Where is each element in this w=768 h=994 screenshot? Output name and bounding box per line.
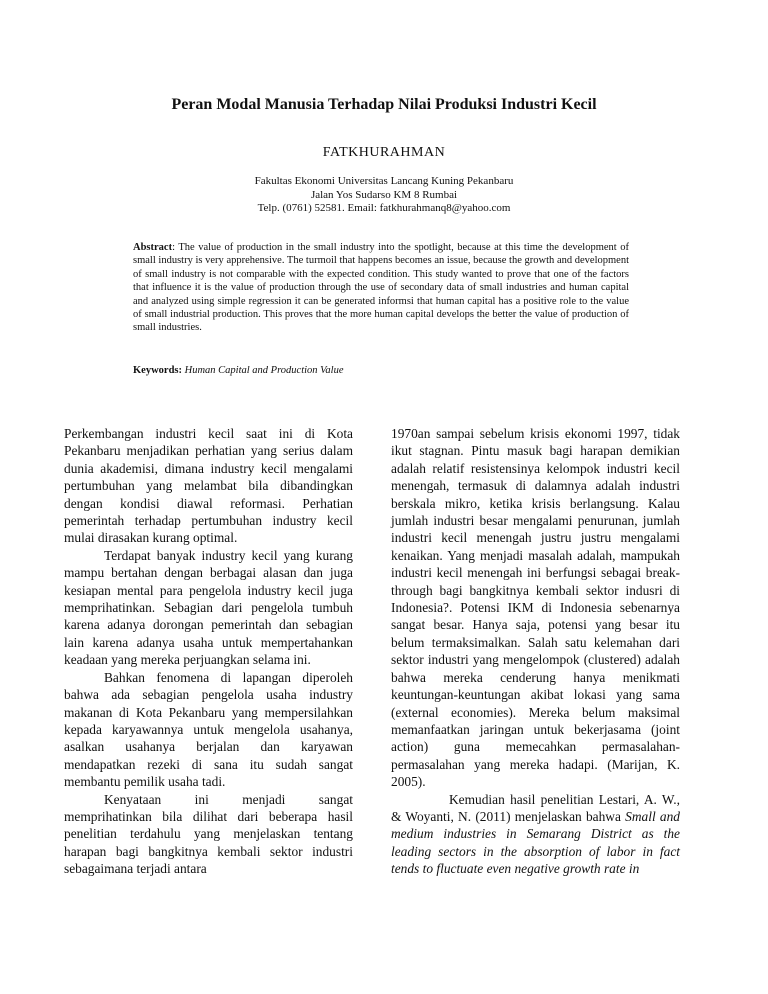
quoted-italic-text: Small and medium industries in Semarang District as the leading sectors in the absorption of labor in fact tends to fluctuate even negative growth rate in <box>391 808 680 877</box>
abstract-label: Abstract <box>133 242 173 253</box>
abstract-text: : The value of production in the small industry into the spotlight, because at this time the development of small industry is very apprehensive. The turmoil that happens becomes an issue, because the growth and development of small industry is not comparable with the expected condition. This study wanted to prove that one of the factors that influence it is the value of production through the use of secondary data of small industries and human capital and analyzed using simple regression it can be generated informsi that human capital has a positive role to the value of small industrial production. This proves that the more human capital develops the better the value of production of small industries. <box>133 242 629 334</box>
body-paragraph <box>391 791 680 878</box>
abstract <box>133 241 629 335</box>
author-name: FATKHURAHMAN <box>322 145 446 160</box>
body-paragraph: 1970an sampai sebelum krisis ekonomi 1997, tidak ikut stagnan. Pintu masuk bagi harapan demikian adalah relatif resistensinya kelompok industri kecil menengah, termasuk di dalamnya adalah industri berskala mikro, ketika krisis berlangsung. Kalau jumlah industri besar mengalami penurunan, jumlah industri kecil menengah justru justru mengalami kenaikan. Yang menjadi masalah adalah, mampukah industri kecil menengah ini berfungsi sebagai break-through bagi bangkitnya kembali sektor indusri di Indonesia?. Potensi IKM di Indonesia sebenarnya sangat besar. Hanya saja, potensi yang besar itu belum termaksimalkan. Salah satu kelemahan dari sektor industri yang mengelompok (clustered) adalah bahwa mereka cenderung hanya menikmati keuntungan-keuntungan akibat lokasi yang sama (external economies). Mereka belum maksimal memanfaatkan jaringan untuk bekerjasama (joint action) guna memecahkan permasalahan-permasalahan yang mereka hadapi. (Marijan, K. 2005). <box>391 426 680 790</box>
body-paragraph: Terdapat banyak industry kecil yang kurang mampu bertahan dengan berbagai alasan dan juga kesiapan mental para pengelola industry kecil juga memprihatinkan. Sebagian dari pengelola tumbuh karena adanya dorongan pemerintah dan sebagian lain karena adanya usaha untuk mempertahankan keadaan yang mereka perjuangkan selama ini. <box>64 547 353 668</box>
body-column-right <box>391 425 680 878</box>
body-column-left <box>64 425 353 878</box>
body-paragraph: Kenyataan ini menjadi sangat memprihatinkan bila dilihat dari beberapa hasil penelitian terdahulu yang menjelaskan tentang harapan bagi bangkitnya kembali sektor industri sebagaimana terjadi antara <box>64 791 353 877</box>
affiliation-address: Jalan Yos Sudarso KM 8 Rumbai <box>310 188 458 201</box>
affiliation-contact: Telp. (0761) 52581. Email: fatkhurahmanq8@yahoo.com <box>257 202 511 214</box>
paper-title: Peran Modal Manusia Terhadap Nilai Produksi Industri Kecil <box>171 96 597 113</box>
keywords-label: Keywords: <box>133 365 182 376</box>
body-paragraph: Bahkan fenomena di lapangan diperoleh bahwa ada sebagian pengelola usaha industry makanan di Kota Pekanbaru yang mempersilahkan kepada karyawannya untuk mengelola usahanya, asalkan usahanya berjalan dan karyawan mendapatkan rezeki di sana itu sudah sangat membantu pemilik usaha tadi. <box>64 669 353 790</box>
affiliation-block <box>0 175 768 216</box>
body-paragraph: Perkembangan industri kecil saat ini di Kota Pekanbaru menjadikan perhatian yang serius dalam dunia akademisi, dimana industry kecil mengalami pertumbuhan yang melambat bila dibandingkan dengan kondisi diawal reformasi. Perhatian pemerintah terhadap pertumbuhan industry kecil mulai dirasakan kurang optimal. <box>64 426 353 546</box>
keywords <box>133 364 629 377</box>
affiliation-institution: Fakultas Ekonomi Universitas Lancang Kuning Pekanbaru <box>254 175 514 187</box>
keywords-value: Human Capital and Production Value <box>184 365 344 376</box>
paragraph-text: Kemudian hasil penelitian Lestari, A. W., & Woyanti, N. (2011) menjelaskan bahwa <box>391 791 680 824</box>
